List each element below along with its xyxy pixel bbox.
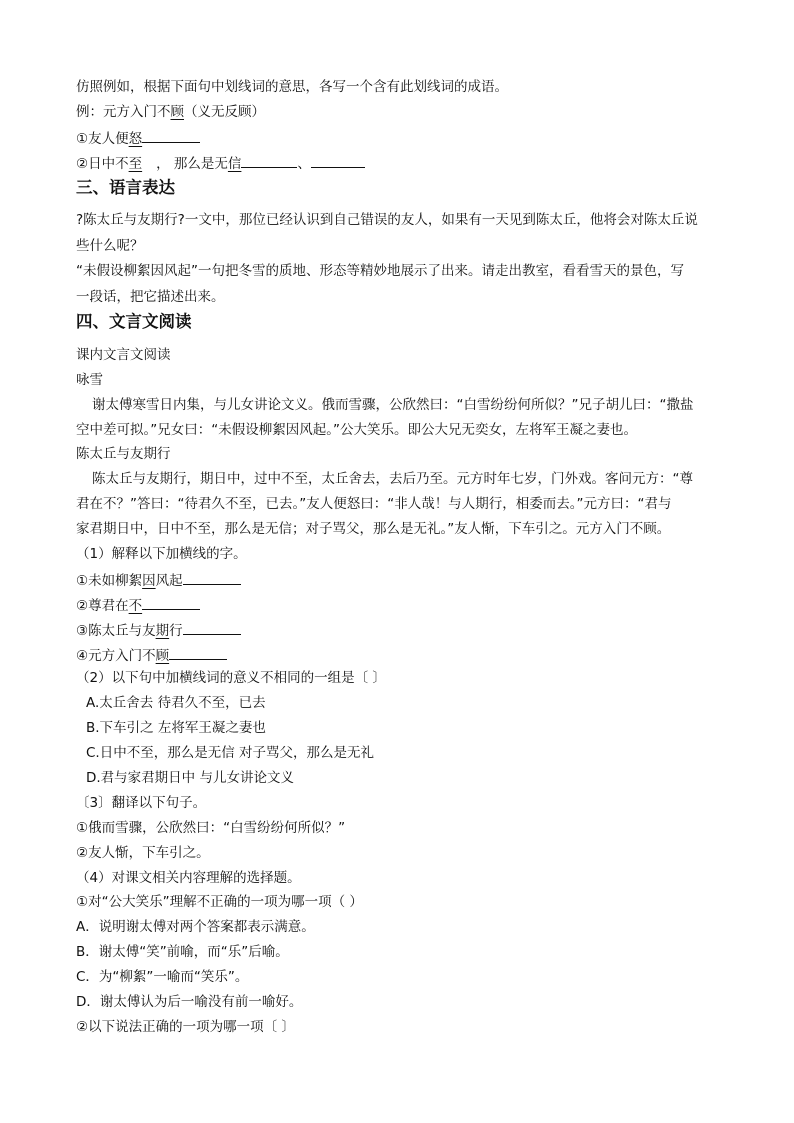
question-stem-text: （2）以下句中加横线词的意义不相同的一组是〔 〕 <box>76 670 386 686</box>
passage-line <box>76 495 671 514</box>
fill-item-text: ①未如柳絮 <box>76 573 143 589</box>
sub-question-text: ②以下说法正确的一项为哪一项〔 〕 <box>76 1019 295 1035</box>
fill-item-text: ④元方入门不 <box>76 648 156 664</box>
underlined-word: 顾 <box>155 648 170 664</box>
underlined-word: 顾 <box>170 104 184 120</box>
choice-b[interactable] <box>76 943 289 962</box>
subheading <box>76 346 171 365</box>
question-stem <box>76 545 247 564</box>
section-heading-text: 三、语言表达 <box>76 178 175 197</box>
answer-blank[interactable] <box>311 153 365 168</box>
translate-text: ②友人惭，下车引之。 <box>76 845 210 861</box>
instruction-line <box>76 78 508 97</box>
passage-title-text: 陈太丘与友期行 <box>76 446 171 462</box>
choice-text: D.君与家君期日中 与儿女讲论文义 <box>86 770 294 786</box>
choice-d[interactable] <box>86 769 294 788</box>
answer-blank[interactable] <box>183 620 241 635</box>
question-stem-text: （1）解释以下加横线的字。 <box>76 546 247 562</box>
passage-line <box>76 421 637 440</box>
section-heading <box>76 311 192 333</box>
sub-question <box>76 893 363 912</box>
choice-a[interactable] <box>76 918 315 937</box>
example-line <box>76 103 265 122</box>
underlined-word: 至 <box>128 156 143 172</box>
section-heading <box>76 177 175 199</box>
fill-item <box>76 645 227 666</box>
question-text: ?陈太丘与友期行?一文中，那位已经认识到自己错误的友人，如果有一天见到陈太丘，他将会对陈太丘说 <box>76 212 698 228</box>
sub-question <box>76 1018 295 1037</box>
question-line <box>76 288 225 307</box>
fill-item <box>76 620 241 641</box>
passage-text: 家君期日中，日中不至，那么是无信；对子骂父，那么是无礼。”友人惭，下车引之。元方入门不顾。 <box>76 521 671 537</box>
fill-item <box>76 595 200 616</box>
passage-line <box>76 520 670 539</box>
choice-text: C．为“柳絮”一喻而“笑乐”。 <box>76 969 249 985</box>
choice-text: A.太丘舍去 待君久不至，已去 <box>86 695 266 711</box>
instruction-text: 仿照例如，根据下面句中划线词的意思，各写一个含有此划线词的成语。 <box>76 79 508 95</box>
underlined-word: 信 <box>227 156 242 172</box>
fill-item <box>76 570 241 591</box>
question-stem <box>76 669 386 688</box>
fill-item-text: ， 那么是无 <box>156 156 228 172</box>
translate-item <box>76 844 210 863</box>
question-line <box>76 211 698 230</box>
question-text: 一段话，把它描述出来。 <box>76 289 225 305</box>
question-stem <box>76 794 206 813</box>
answer-blank[interactable] <box>169 645 227 660</box>
choice-a[interactable] <box>86 694 266 713</box>
fill-item-text: 行 <box>169 623 183 639</box>
passage-text: 陈太丘与友期行，期日中，过中不至，太丘舍去，去后乃至。元方时年七岁，门外戏。客问元方：“尊 <box>92 471 693 487</box>
passage-title <box>76 445 171 464</box>
passage-line <box>92 396 693 415</box>
choice-b[interactable] <box>86 719 266 738</box>
question-line <box>76 262 684 281</box>
separator: 、 <box>297 156 311 172</box>
fill-item-text: ②日中不 <box>76 156 129 172</box>
translate-text: ①俄而雪骤，公欣然曰：“白雪纷纷何所似？” <box>76 820 346 836</box>
fill-item-text: ①友人便 <box>76 131 129 147</box>
underlined-word: 不 <box>128 598 143 614</box>
question-line <box>76 237 144 256</box>
subheading-text: 课内文言文阅读 <box>76 347 171 363</box>
question-stem <box>76 869 301 888</box>
choice-text: B.下车引之 左将军王凝之妻也 <box>86 720 266 736</box>
answer-blank[interactable] <box>241 153 297 168</box>
translate-item <box>76 819 345 838</box>
choice-text: A．说明谢太傅对两个答案都表示满意。 <box>76 919 315 935</box>
question-stem-text: 〔3〕翻译以下句子。 <box>76 795 207 811</box>
passage-line <box>92 470 693 489</box>
choice-text: C.日中不至，那么是无信 对子骂父，那么是无礼 <box>86 745 375 761</box>
answer-blank[interactable] <box>142 128 200 143</box>
answer-blank[interactable] <box>183 570 241 585</box>
underlined-word: 因 <box>142 573 156 589</box>
choice-d[interactable] <box>76 993 302 1012</box>
sub-question-text: ①对“公大笑乐”理解不正确的一项为哪一项（ ） <box>76 894 363 910</box>
fill-item-text: ②尊君在 <box>76 598 129 614</box>
answer-blank[interactable] <box>142 595 200 610</box>
example-note: （义无反顾） <box>184 104 265 120</box>
passage-title-text: 咏雪 <box>76 372 103 388</box>
question-stem-text: （4）对课文相关内容理解的选择题。 <box>76 870 301 886</box>
fill-item-1 <box>76 128 200 149</box>
choice-text: D．谢太傅认为后一喻没有前一喻好。 <box>76 994 303 1010</box>
passage-text: 空中差可拟。”兄女曰：“未假设柳絮因风起。”公大笑乐。即公大兄无奕女，左将军王凝之妻也。 <box>76 422 637 438</box>
passage-text: 君在不？”答曰：“待君久不至，已去。”友人便怒曰：“非人哉！与人期行，相委而去。”元方曰：“君与 <box>76 496 672 512</box>
choice-text: B．谢太傅“笑”前喻，而“乐”后喻。 <box>76 944 289 960</box>
section-heading-text: 四、文言文阅读 <box>76 312 192 331</box>
choice-c[interactable] <box>76 968 248 987</box>
fill-item-text: ③陈太丘与友 <box>76 623 156 639</box>
underlined-word: 怒 <box>128 131 143 147</box>
fill-item-2 <box>76 153 365 174</box>
question-text: 些什么呢？ <box>76 238 144 254</box>
fill-item-text: 风起 <box>155 573 183 589</box>
question-text: “未假设柳絮因风起”一句把冬雪的质地、形态等精妙地展示了出来。请走出教室，看看雪天的景色，写 <box>76 263 684 279</box>
underlined-word: 期 <box>155 623 170 639</box>
passage-title <box>76 371 103 390</box>
example-text: 例：元方入门不 <box>76 104 171 120</box>
passage-text: 谢太傅寒雪日内集，与儿女讲论文义。俄而雪骤，公欣然曰：“白雪纷纷何所似？”兄子胡儿曰：“撒盐 <box>92 397 694 413</box>
choice-c[interactable] <box>86 744 374 763</box>
